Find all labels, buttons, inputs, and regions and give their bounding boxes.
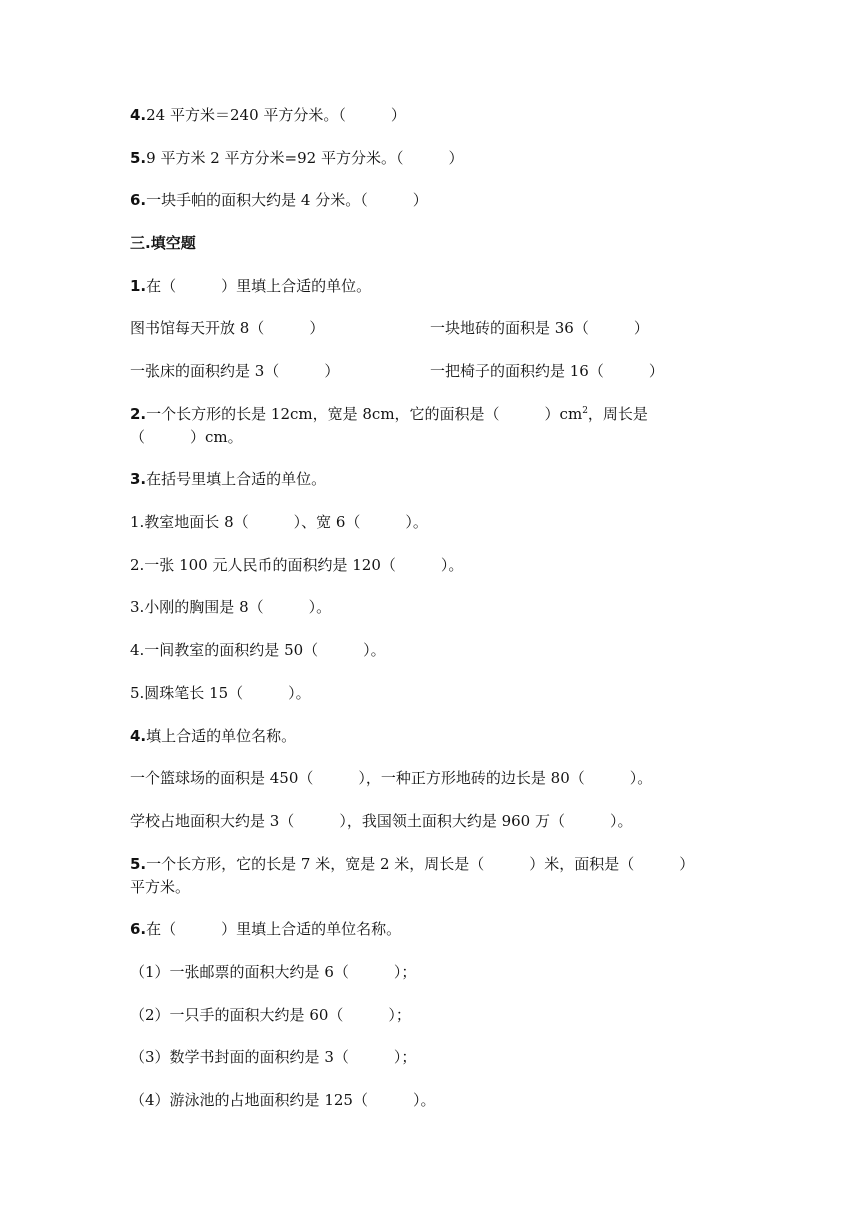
q6-item-3: （3）数学书封面的面积约是 3（ ）； xyxy=(130,1048,417,1066)
question-number: 3. xyxy=(130,470,147,488)
question-text-cont: ，周长是 xyxy=(587,405,648,423)
question-number: 4. xyxy=(130,727,147,745)
judge-question-5 xyxy=(130,147,463,169)
question-text: 一个长方形，它的长是 7 米，宽是 2 米，周长是（ ）米，面积是（ ） xyxy=(146,855,695,873)
q6-item-2: （2）一只手的面积大约是 60（ ）； xyxy=(130,1006,411,1024)
q1-item-1: 图书馆每天开放 8（ ） xyxy=(130,319,325,337)
q6-item-4: （4）游泳池的占地面积约是 125（ ）。 xyxy=(130,1091,436,1109)
q1-item-4: 一把椅子的面积约是 16（ ） xyxy=(430,362,664,380)
question-text: 9 平方米 2 平方分米=92 平方分米。（ ） xyxy=(146,149,464,167)
judge-question-4 xyxy=(130,104,406,126)
fill-question-2-line-2: （ ）cm。 xyxy=(130,428,243,446)
question-number: 4. xyxy=(130,106,147,124)
question-number: 5. xyxy=(130,149,147,167)
judge-question-6 xyxy=(130,189,428,211)
q3-item-1: 1.教室地面长 8（ ）、宽 6（ ）。 xyxy=(130,513,428,531)
q3-item-4: 4.一间教室的面积约是 50（ ）。 xyxy=(130,641,386,659)
question-number: 6. xyxy=(130,191,147,209)
q6-item-1: （1）一张邮票的面积大约是 6（ ）； xyxy=(130,963,417,981)
fill-question-5-line-2: 平方米。 xyxy=(130,878,191,896)
superscript: 2 xyxy=(582,406,588,416)
q3-item-2: 2.一张 100 元人民币的面积约是 120（ ）。 xyxy=(130,556,464,574)
question-number: 2. xyxy=(130,405,147,423)
q4-item-1: 一个篮球场的面积是 450（ ），一种正方形地砖的边长是 80（ ）。 xyxy=(130,769,653,787)
question-number: 5. xyxy=(130,855,147,873)
q3-item-3: 3.小刚的胸围是 8（ ）。 xyxy=(130,598,332,616)
question-text: 在（ ）里填上合适的单位。 xyxy=(146,277,372,295)
fill-question-5 xyxy=(130,853,694,875)
section-title: 三.填空题 xyxy=(130,234,196,252)
fill-question-6 xyxy=(130,918,401,940)
q1-item-2: 一块地砖的面积是 36（ ） xyxy=(430,319,649,337)
q4-item-2: 学校占地面积大约是 3（ ），我国领土面积大约是 960 万（ ）。 xyxy=(130,812,633,830)
q3-item-5: 5.圆珠笔长 15（ ）。 xyxy=(130,684,311,702)
question-text: 一块手帕的面积大约是 4 分米。（ ） xyxy=(146,191,428,209)
question-text: 一个长方形的长是 12cm，宽是 8cm，它的面积是（ ）cm xyxy=(146,405,583,423)
question-number: 6. xyxy=(130,920,147,938)
question-text: 24 平方米＝240 平方分米。（ ） xyxy=(146,106,406,124)
question-text: 填上合适的单位名称。 xyxy=(146,727,297,745)
fill-question-3 xyxy=(130,468,326,490)
fill-question-1 xyxy=(130,275,371,297)
question-number: 1. xyxy=(130,277,147,295)
q1-item-3: 一张床的面积约是 3（ ） xyxy=(130,362,340,380)
fill-question-4 xyxy=(130,725,296,747)
question-text: 在括号里填上合适的单位。 xyxy=(146,470,327,488)
question-text: 在（ ）里填上合适的单位名称。 xyxy=(146,920,402,938)
fill-question-2 xyxy=(130,403,648,425)
